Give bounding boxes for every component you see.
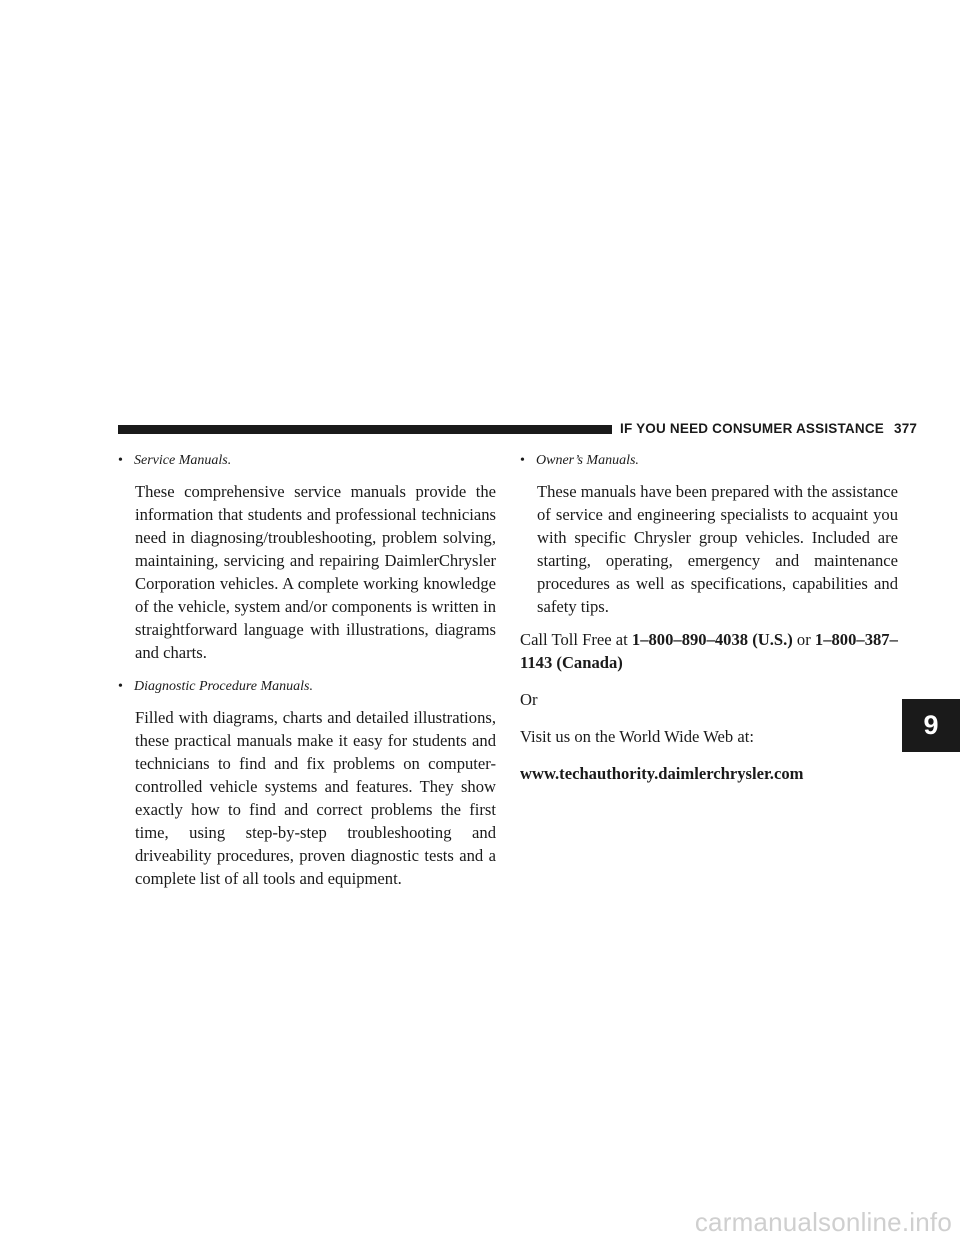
- phone-canada: 1–800–387–1143 (Canada): [520, 630, 898, 672]
- bullet-icon: •: [520, 453, 525, 468]
- right-column: [520, 452, 898, 785]
- phone-us: 1–800–890–4038 (U.S.): [631, 630, 793, 649]
- call-prefix: Call Toll Free at: [520, 630, 632, 649]
- diagnostic-manuals-text: Filled with diagrams, charts and detailed illustrations, these practical manuals make it easy for students and technicians to find and fix problems on computer-controlled vehicle systems and features. They show exactly how to find and correct problems the first time, using step-by-step troubleshooting and driveability procedures, proven diagnostic tests and a complete list of all tools and equipment.: [135, 708, 496, 888]
- diagnostic-manuals-heading: Diagnostic Procedure Manuals.: [134, 679, 313, 694]
- bullet-icon: •: [118, 679, 123, 694]
- bullet-heading: [118, 678, 496, 696]
- bullet-heading: [520, 452, 898, 470]
- page-number: 377: [893, 421, 918, 436]
- call-or: or: [792, 630, 815, 649]
- watermark: carmanualsonline.info: [694, 1207, 952, 1237]
- running-header: [620, 420, 918, 438]
- visit-text: Visit us on the World Wide Web at:: [520, 727, 754, 746]
- owners-manuals-heading: Owner’s Manuals.: [536, 453, 639, 468]
- service-manuals-text: These comprehensive service manuals provide the information that students and professional technicians need in diagnosing/troubleshooting, problem solving, maintaining, servicing and repairing DaimlerChrysler Corporation vehicles. A complete working knowledge of the vehicle, system and/or components is written in straightforward language with illustrations, diagrams and charts.: [135, 482, 496, 662]
- or-text: Or: [520, 690, 538, 709]
- header-title: IF YOU NEED CONSUMER ASSISTANCE: [620, 421, 884, 436]
- bullet-heading: [118, 452, 496, 470]
- bullet-icon: •: [118, 453, 123, 468]
- left-column: [118, 452, 496, 890]
- service-manuals-heading: Service Manuals.: [134, 453, 232, 468]
- section-tab: 9: [902, 699, 960, 752]
- website-link[interactable]: www.techauthority.daimlerchrysler.com: [520, 764, 804, 783]
- header-rule: [118, 425, 612, 434]
- owners-manuals-text: These manuals have been prepared with the assistance of service and engineering specialists to acquaint you with specific Chrysler group vehicles. Included are starting, operating, emergency and maintenance procedures as well as specifications, capabilities and safety tips.: [537, 482, 898, 616]
- toll-free-line: [520, 628, 898, 674]
